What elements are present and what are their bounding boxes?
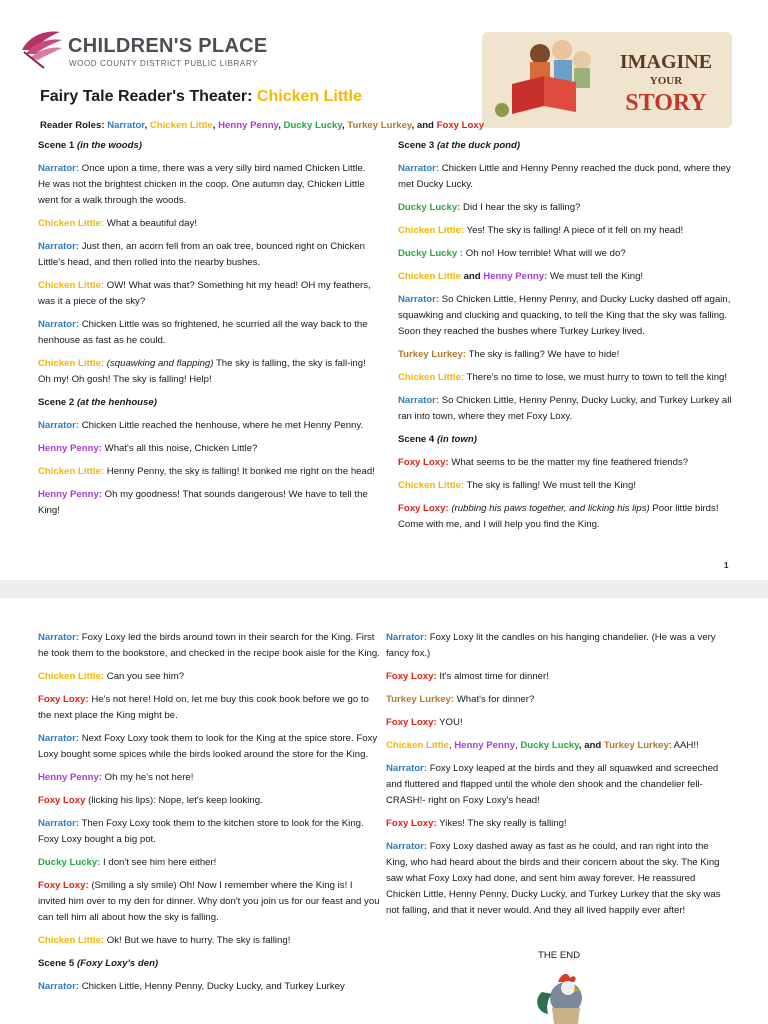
script-line: Narrator: Once upon a time, there was a very silly bird named Chicken Little. He was not the brightest chicken in the coop. One autumn day, Chicken Little went for a walk through the woods.: [38, 163, 366, 206]
script-line: Narrator: Chicken Little reached the henhouse, where he met Henny Penny.: [38, 420, 364, 431]
script-line: Ducky Lucky: Did I hear the sky is falling?: [398, 202, 581, 213]
script-line: Chicken Little and Henny Penny: We must tell the King!: [398, 271, 644, 282]
reader-roles: Reader Roles: Narrator, Chicken Little, Henny Penny, Ducky Lucky, Turkey Lurkey, and Foxy Loxy: [40, 120, 485, 131]
script-line: Foxy Loxy: What seems to be the matter my fine feathered friends?: [398, 457, 689, 468]
script-line: Narrator: Next Foxy Loxy took them to look for the King at the spice store. Foxy Loxy bought some spices while the birds looked around the store for the King.: [38, 733, 378, 760]
script-line: Foxy Loxy: He's not here! Hold on, let me buy this cook book before we go to the next place the King might be.: [38, 694, 369, 721]
script-line: Narrator: Just then, an acorn fell from an oak tree, bounced right on Chicken Little's head, and then rolled into the nearby bushes.: [38, 241, 365, 268]
script-line: Chicken Little: What a beautiful day!: [38, 218, 197, 229]
page-number: 1: [724, 561, 729, 570]
script-line: Chicken Little: Can you see him?: [38, 671, 185, 682]
scene-heading: Scene 2 (at the henhouse): [38, 397, 157, 408]
scene-heading: Scene 5 (Foxy Loxy's den): [38, 958, 159, 969]
page-separator: [0, 580, 768, 598]
the-end: THE END: [538, 950, 581, 961]
script-line: Chicken Little: The sky is falling! We must tell the King!: [398, 480, 636, 491]
title-accent: Chicken Little: [256, 88, 362, 105]
art-word-imagine: IMAGINE: [619, 51, 713, 73]
page1-left-column: [38, 138, 380, 526]
art-word-your: YOUR: [649, 75, 683, 87]
script-line: Narrator: Chicken Little was so frightened, he scurried all the way back to the henhouse as fast as he could.: [38, 319, 368, 346]
scene-heading: Scene 1 (in the woods): [38, 140, 142, 151]
script-line: Narrator: Foxy Loxy led the birds around town in their search for the King. First he took them to the bookstore, and checked in the recipe book aisle for the King.: [38, 632, 380, 659]
page-2: [0, 598, 768, 1024]
scene-heading: Scene 3 (at the duck pond): [398, 140, 521, 151]
script-line: Foxy Loxy: Yikes! The sky really is falling!: [386, 818, 567, 829]
brand-name: CHILDREN'S PLACE: [68, 35, 268, 57]
script-line: Foxy Loxy: YOU!: [386, 717, 463, 728]
script-line: Narrator: Foxy Loxy leaped at the birds and they all squawked and screeched and fluttered and flapped until the whole den shook and the chandelier fell- CRASH!- right on Foxy Loxy's head!: [386, 763, 719, 806]
script-line: Chicken Little: (squawking and flapping) The sky is falling, the sky is fall-ing! Oh my! Oh gosh! The sky is falling! Help!: [38, 358, 366, 385]
script-line: Henny Penny: Oh my goodness! That sounds dangerous! We have to tell the King!: [38, 489, 368, 516]
script-line: Narrator: Then Foxy Loxy took them to the kitchen store to look for the King. Foxy Loxy bought a big pot.: [38, 818, 364, 845]
script-line: Narrator: Foxy Loxy lit the candles on his hanging chandelier. (He was a very fancy fox.): [386, 632, 716, 659]
script-line: Foxy Loxy: (rubbing his paws together, and licking his lips) Poor little birds! Come with me, and I will help you find the King.: [398, 503, 719, 530]
script-line: Chicken Little: There's no time to lose, we must hurry to town to tell the king!: [398, 372, 728, 383]
script-line: Chicken Little: Ok! But we have to hurry. The sky is falling!: [38, 935, 291, 946]
script-line: Ducky Lucky : Oh no! How terrible! What will we do?: [398, 248, 626, 259]
script-line: Henny Penny: Oh my he's not here!: [38, 772, 194, 783]
script-line: Narrator: Foxy Loxy dashed away as fast as he could, and ran right into the King, who had heard about the birds and their concern about the sky. The King saw what Foxy Loxy had done, and sent him away forever. He reassured Chicken Little, Henny Penny, Ducky Lucky, and Turkey Lurkey that the sky was not falling, and that it never would. And they all lived happily ever after!: [386, 841, 721, 916]
imagine-your-story-illustration: [482, 32, 732, 128]
script-line: Foxy Loxy (licking his lips): Nope, let's keep looking.: [38, 795, 263, 806]
script-line: Turkey Lurkey: The sky is falling? We have to hide!: [398, 349, 620, 360]
scene-heading: Scene 4 (in town): [398, 434, 477, 445]
art-word-story: STORY: [625, 90, 707, 116]
page-title: Fairy Tale Reader's Theater: Chicken Little: [40, 88, 362, 105]
script-line: Chicken Little, Henny Penny, Ducky Lucky, and Turkey Lurkey: AAH!!: [386, 740, 699, 751]
script-line: Turkey Lurkey: What's for dinner?: [386, 694, 535, 705]
rooster-icon: [528, 968, 598, 1024]
script-line: Foxy Loxy: (Smiling a sly smile) Oh! Now I remember where the King is! I invited him over to my den for dinner. Why don't you join us for our feast and you can tell him all about how the sky is falling.: [38, 880, 380, 923]
page1-right-column: [398, 138, 732, 540]
script-line: Henny Penny: What's all this noise, Chicken Little?: [38, 443, 258, 454]
script-line: Chicken Little: OW! What was that? Something hit my head! OH my feathers, was it a piece of the sky?: [38, 280, 371, 307]
brand-subtitle: WOOD COUNTY DISTRICT PUBLIC LIBRARY: [69, 59, 259, 68]
script-line: Ducky Lucky: I don't see him here either!: [38, 857, 217, 868]
script-line: Narrator: So Chicken Little, Henny Penny, and Ducky Lucky dashed off again, squawking and clucking and quacking, to tell the King that the sky was falling. Soon they reached the bushes where Turkey Lurkey lived.: [398, 294, 731, 337]
script-line: Foxy Loxy: It's almost time for dinner!: [386, 671, 549, 682]
script-line: Chicken Little: Yes! The sky is falling! A piece of it fell on my head!: [398, 225, 684, 236]
script-line: Narrator: Chicken Little and Henny Penny reached the duck pond, where they met Ducky Lucky.: [398, 163, 731, 190]
page2-left-column: [38, 630, 380, 1002]
script-line: Narrator: Chicken Little, Henny Penny, Ducky Lucky, and Turkey Lurkey: [38, 981, 345, 992]
script-line: Chicken Little: Henny Penny, the sky is falling! It bonked me right on the head!: [38, 466, 375, 477]
feather-logo-icon: [20, 28, 64, 72]
script-line: Narrator: So Chicken Little, Henny Penny, Ducky Lucky, and Turkey Lurkey all ran into town, where they met Foxy Loxy.: [398, 395, 732, 422]
page2-right-column: [386, 630, 732, 926]
